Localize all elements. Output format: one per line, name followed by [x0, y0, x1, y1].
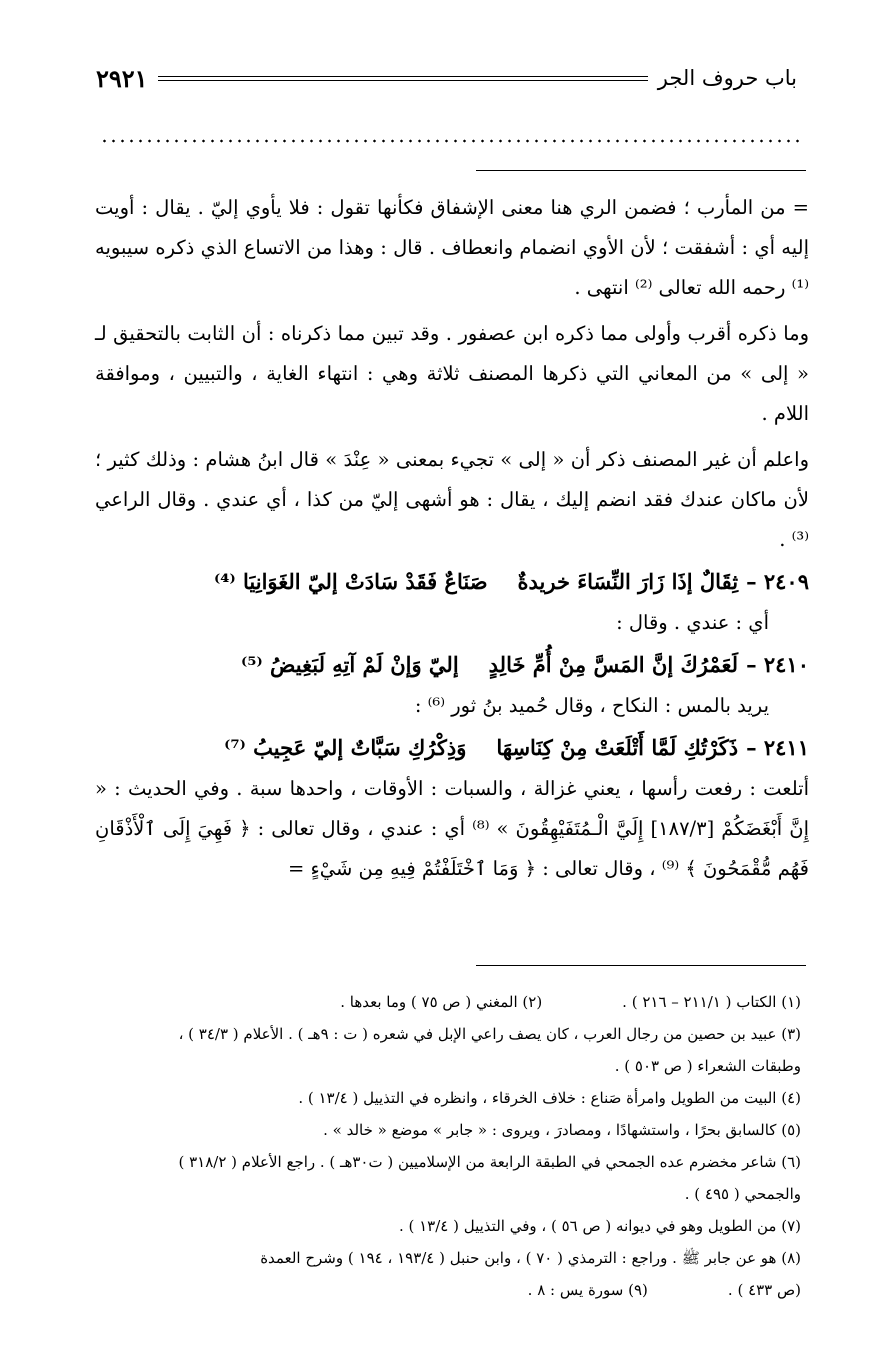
footnote-5: (٥) كالسابق بحرًا ، واستشهادًا ، ومصادرَ ، ويروى : « جابر » موضع « خالد » . [323, 1121, 801, 1139]
verse-2409 [95, 560, 809, 603]
footnote-7: (٧) من الطويل وهو في ديوانه ( ص ٥٦ ) ، وفي التذييل ( ١٣/٤ ) . [398, 1217, 801, 1235]
footnote-row-1-2 [90, 986, 801, 1018]
verse-number: ٢٤١٠ – [746, 652, 809, 677]
chapter-title: باب حروف الجر [657, 66, 797, 90]
dotted-separator [100, 138, 805, 144]
footnote-8: (٨) هو عن جابر ﷺ . وراجع : الترمذي ( ٧٠ ) ، وابن حنبل ( ١٩٣/٤ ، ١٩٤ ) وشرح العمدة [260, 1249, 801, 1267]
verse-first-hemistich: ثِقَالٌ إذَا زَارَ النِّسَاءَ خريدةٌ [517, 569, 739, 594]
footnote-1: (١) الكتاب ( ٢١١/١ – ٢١٦ ) . [622, 993, 801, 1011]
verse-first-hemistich: ذَكَرْتُكِ لَمَّا أَتْلَعَتْ مِنْ كِنَاسِهَا [496, 735, 739, 760]
paragraph-4: أتلعت : رفعت رأسها ، يعني غزالة ، والسبات : الأوقات ، واحدها سبة . وفي الحديث : « إِنَّ أَبْغَضَكُمْ [١٨٧/٣] إِلَيَّ الْـمُتَفَيْهِقُونَ » ⁽⁸⁾ أي : عندي ، وقال تعالى : ﴿ فَهِيَ إِلَى ٱلْأَذْقَانِ فَهُم مُّقْمَحُونَ ﴾ ⁽⁹⁾ ، وقال تعالى : ﴿ وَمَا ٱخْتَلَفْتُمْ فِيهِ مِن شَيْءٍ = [95, 777, 809, 880]
verse-second-hemistich: صَنَاعٌ فَقَدْ سَادَتْ إليّ الغَوَانِيَا ⁽⁴⁾ [213, 569, 488, 594]
paragraph-1: = من المأرب ؛ فضمن الري هنا معنى الإشفاق فكأنها تقول : فلا يأوي إليّ . يقال : أويت إليه أي : أشفقت ؛ لأن الأوي انضمام وانعطاف . قال : وهذا من الاتساع الذي ذكره سيبويه ⁽¹⁾ رحمه الله تعالى ⁽²⁾ انتهى . [95, 196, 809, 299]
verse-2411 [95, 726, 809, 769]
footnote-3-continued: وطبقات الشعراء ( ص ٥٠٣ ) . [614, 1057, 801, 1075]
footnote-row-8-9 [90, 1274, 801, 1306]
footnote-6: (٦) شاعر مخضرم عده الجمحي في الطبقة الرابعة من الإسلاميين ( ت٣٠هـ ) . راجع الأعلام ( ٣١٨/٢ ) [178, 1153, 801, 1171]
section-rule [476, 170, 806, 171]
verse-number: ٢٤٠٩ – [746, 569, 809, 594]
main-text [95, 188, 809, 889]
verse-second-hemistich: وَذِكْرُكِ سَبَّاتٌ إليّ عَجِيبُ ⁽⁷⁾ [224, 735, 467, 760]
paragraph-3: واعلم أن غير المصنف ذكر أن « إلى » تجيء بمعنى « عِنْدَ » قال ابنُ هشام : وذلك كثير ؛ لأن ماكان عندك فقد انضم إليك ، يقال : هو أشهى إليّ من كذا ، أي عندي . وقال الراعي ⁽³⁾ . [95, 448, 809, 551]
footnote-4: (٤) البيت من الطويل وامرأة صَناع : خلاف الخرقاء ، وانظره في التذييل ( ١٣/٤ ) . [298, 1089, 801, 1107]
verse-commentary-1: أي : عندي . وقال : [616, 611, 769, 634]
footnote-8-continued: (ص ٤٣٣ ) . [727, 1281, 801, 1299]
footnote-2: (٢) المغني ( ص ٧٥ ) وما بعدها . [340, 993, 543, 1011]
footnotes [90, 986, 801, 1306]
footnote-9: (٩) سورة يس : ٨ . [527, 1281, 648, 1299]
verse-first-hemistich: لَعَمْرُكَ إنَّ المَسَّ مِنْ أُمِّ خَالِدٍ [488, 652, 739, 677]
footnote-6-continued: والجمحي ( ٤٩٥ ) . [684, 1185, 801, 1203]
verse-commentary-2: يريد بالمس : النكاح ، وقال حُميد بنُ ثور ⁽⁶⁾ : [414, 694, 769, 717]
verse-number: ٢٤١١ – [746, 735, 809, 760]
paragraph-2: وما ذكره أقرب وأولى مما ذكره ابن عصفور . وقد تبين مما ذكرناه : أن الثابت بالتحقيق لـ « إلى » من المعاني التي ذكرها المصنف ثلاثة وهي : انتهاء الغاية ، والتبيين ، وموافقة اللام . [95, 322, 810, 425]
running-header [96, 60, 797, 96]
page-number: ٢٩٢١ [96, 63, 148, 93]
verse-second-hemistich: إليّ وَإنْ لَمْ آتِهِ لَبَغِيضُ ⁽⁵⁾ [241, 652, 459, 677]
header-rule [158, 76, 648, 81]
footnote-rule [476, 965, 806, 966]
verse-2410 [95, 643, 809, 686]
footnote-3: (٣) عبيد بن حصين من رجال العرب ، كان يصف راعي الإبل في شعره ( ت : ٩هـ ) . الأعلام ( ٣٤/٣ ) ، [178, 1025, 801, 1043]
